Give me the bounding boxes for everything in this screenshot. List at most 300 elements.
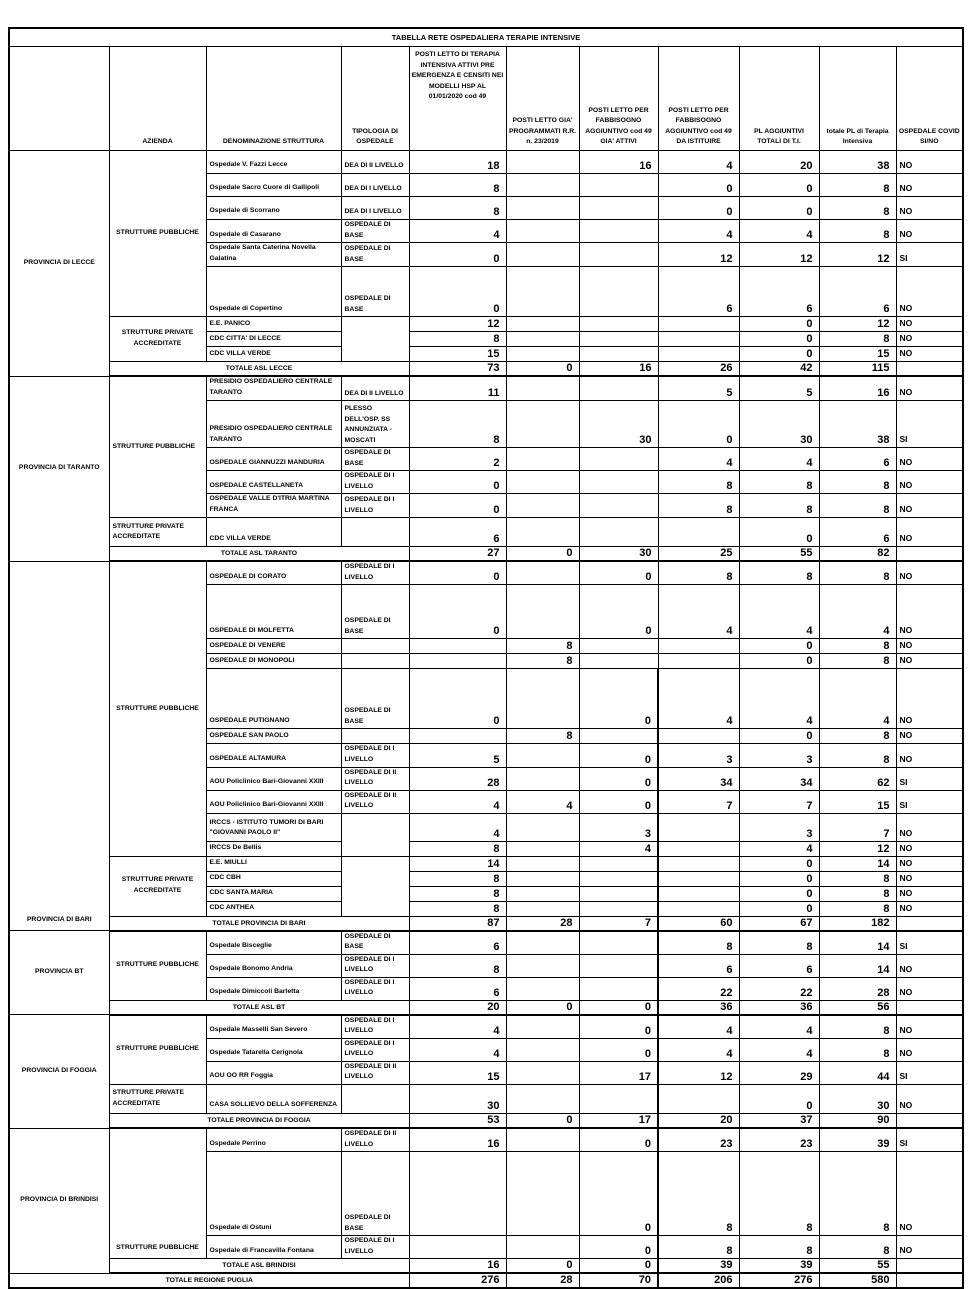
empty-cell (506, 332, 579, 347)
structure-type-cell: STRUTTURE PUBBLICHE (109, 1015, 206, 1085)
hospital-type-cell: OSPEDALE DI BASE (341, 243, 409, 267)
value-cell: 5 (739, 376, 819, 401)
value-cell: 3 (739, 744, 819, 767)
hospital-type-cell: PLESSO DELL'OSP. SS ANNUNZIATA - MOSCATI (341, 401, 409, 448)
value-cell: 4 (409, 790, 506, 813)
value-cell: 38 (819, 401, 896, 448)
value-cell: 7 (739, 790, 819, 813)
header-fabbisogno-aggiuntivo-da-istituire: POSTI LETTO PER FABBISOGNO AGGIUNTIVO cod 49 DA ISTITUIRE (658, 47, 739, 151)
covid-flag-cell: NO (896, 317, 963, 332)
structure-name-cell: CASA SOLLIEVO DELLA SOFFERENZA (206, 1085, 341, 1114)
table-row (9, 317, 963, 332)
empty-cell (341, 813, 409, 856)
structure-type-cell: STRUTTURE PRIVATE ACCREDITATE (109, 518, 206, 547)
value-cell: 6 (409, 518, 506, 547)
hospital-type-cell: OSPEDALE DI I LIVELLO (341, 1236, 409, 1259)
covid-flag-cell: NO (896, 1085, 963, 1114)
value-cell: 4 (739, 585, 819, 639)
value-cell: 0 (739, 639, 819, 654)
empty-cell (658, 518, 739, 547)
covid-flag-cell: NO (896, 654, 963, 669)
value-cell: 23 (658, 1128, 739, 1152)
empty-cell (579, 1085, 658, 1114)
structure-name-cell: PRESIDIO OSPEDALIERO CENTRALE TARANTO (206, 401, 341, 448)
table-row (9, 931, 963, 955)
header-ospedale-covid: OSPEDALE COVID SI/NO (896, 47, 963, 151)
value-cell: 12 (819, 841, 896, 856)
covid-flag-cell: NO (896, 471, 963, 494)
value-cell: 206 (658, 1273, 739, 1288)
structure-name-cell: IRCCS De Bellis (206, 841, 341, 856)
hospital-type-cell: OSPEDALE DI I LIVELLO (341, 1038, 409, 1061)
total-label-cell: TOTALE PROVINCIA DI FOGGIA (109, 1114, 409, 1129)
value-cell: 0 (739, 518, 819, 547)
value-cell: 16 (819, 376, 896, 401)
value-cell: 14 (409, 856, 506, 871)
value-cell: 4 (506, 790, 579, 813)
empty-cell (506, 954, 579, 977)
value-cell: 30 (579, 547, 658, 562)
structure-name-cell: Ospedale V. Fazzi Lecce (206, 151, 341, 174)
value-cell: 34 (658, 767, 739, 790)
value-cell: 0 (409, 669, 506, 729)
covid-flag-cell: NO (896, 977, 963, 1000)
structure-name-cell: AOU Policlinico Bari-Giovanni XXIII (206, 767, 341, 790)
value-cell: 0 (506, 1114, 579, 1129)
value-cell: 0 (409, 267, 506, 317)
covid-flag-cell: NO (896, 744, 963, 767)
value-cell: 0 (409, 243, 506, 267)
empty-cell (341, 729, 409, 744)
value-cell: 8 (819, 654, 896, 669)
structure-name-cell: OSPEDALE ALTAMURA (206, 744, 341, 767)
value-cell: 73 (409, 362, 506, 377)
value-cell: 0 (579, 1128, 658, 1152)
covid-flag-cell: NO (896, 639, 963, 654)
value-cell: 16 (409, 1128, 506, 1152)
empty-cell (506, 669, 579, 729)
value-cell: 8 (409, 954, 506, 977)
value-cell: 60 (658, 916, 739, 931)
empty-cell (658, 1085, 739, 1114)
value-cell: 4 (579, 841, 658, 856)
value-cell: 22 (739, 977, 819, 1000)
covid-flag-cell: NO (896, 841, 963, 856)
value-cell: 6 (658, 267, 739, 317)
table-row (9, 1273, 963, 1288)
empty-cell (506, 174, 579, 197)
structure-name-cell: Ospedale di Scorrano (206, 197, 341, 220)
empty-cell (658, 886, 739, 901)
value-cell: 90 (819, 1114, 896, 1129)
covid-flag-cell: NO (896, 197, 963, 220)
value-cell: 4 (658, 448, 739, 471)
province-cell: PROVINCIA DI FOGGIA (9, 1015, 109, 1128)
hospital-type-cell: OSPEDALE DI I LIVELLO (341, 954, 409, 977)
table-body (9, 151, 963, 1289)
value-cell: 580 (819, 1273, 896, 1288)
empty-cell (506, 977, 579, 1000)
value-cell: 0 (579, 1152, 658, 1236)
value-cell: 18 (409, 151, 506, 174)
empty-cell (506, 931, 579, 955)
empty-cell (341, 856, 409, 916)
empty-cell (409, 1236, 506, 1259)
value-cell: 0 (739, 317, 819, 332)
empty-cell (506, 871, 579, 886)
empty-cell (409, 729, 506, 744)
value-cell: 0 (579, 561, 658, 585)
value-cell: 34 (739, 767, 819, 790)
table-row (9, 856, 963, 871)
value-cell: 8 (409, 886, 506, 901)
value-cell: 0 (409, 561, 506, 585)
hospital-type-cell: DEA DI I LIVELLO (341, 197, 409, 220)
value-cell: 8 (739, 1236, 819, 1259)
empty-cell (658, 639, 739, 654)
value-cell: 39 (739, 1259, 819, 1274)
value-cell: 30 (409, 1085, 506, 1114)
hospital-type-cell: OSPEDALE DI I LIVELLO (341, 1015, 409, 1039)
hospital-type-cell: OSPEDALE DI II LIVELLO (341, 790, 409, 813)
value-cell: 8 (658, 1152, 739, 1236)
value-cell: 8 (739, 471, 819, 494)
empty-cell (896, 1273, 963, 1288)
empty-cell (658, 317, 739, 332)
value-cell: 3 (579, 813, 658, 841)
value-cell: 6 (739, 267, 819, 317)
empty-cell (506, 856, 579, 871)
structure-name-cell: Ospedale Bonomo Andria (206, 954, 341, 977)
table-header-row (9, 47, 963, 151)
value-cell: 38 (819, 151, 896, 174)
hospital-type-cell: OSPEDALE DI BASE (341, 220, 409, 243)
value-cell: 0 (579, 1038, 658, 1061)
total-label-cell: TOTALE ASL TARANTO (109, 547, 409, 562)
empty-cell (506, 347, 579, 362)
value-cell: 53 (409, 1114, 506, 1129)
value-cell: 8 (658, 931, 739, 955)
value-cell: 44 (819, 1061, 896, 1084)
value-cell: 4 (658, 1038, 739, 1061)
empty-cell (506, 841, 579, 856)
table-row (9, 151, 963, 174)
value-cell: 8 (819, 471, 896, 494)
value-cell: 6 (819, 518, 896, 547)
structure-name-cell: Ospedale Bisceglie (206, 931, 341, 955)
empty-cell (506, 1085, 579, 1114)
value-cell: 56 (819, 1000, 896, 1015)
empty-cell (506, 886, 579, 901)
value-cell: 23 (739, 1128, 819, 1152)
hospital-type-cell: OSPEDALE DI II LIVELLO (341, 1061, 409, 1084)
structure-name-cell: Ospedale di Francavilla Fontana (206, 1236, 341, 1259)
empty-cell (409, 639, 506, 654)
value-cell: 28 (506, 916, 579, 931)
value-cell: 30 (579, 401, 658, 448)
value-cell: 0 (579, 1000, 658, 1015)
value-cell: 8 (409, 901, 506, 916)
value-cell: 6 (409, 977, 506, 1000)
value-cell: 42 (739, 362, 819, 377)
covid-flag-cell: NO (896, 901, 963, 916)
value-cell: 7 (579, 916, 658, 931)
structure-type-cell: STRUTTURE PUBBLICHE (109, 376, 206, 518)
empty-cell (506, 494, 579, 518)
value-cell: 8 (739, 1152, 819, 1236)
value-cell: 4 (658, 220, 739, 243)
value-cell: 8 (819, 197, 896, 220)
empty-cell (341, 317, 409, 362)
empty-cell (579, 639, 658, 654)
structure-name-cell: E.E. PANICO (206, 317, 341, 332)
hospital-type-cell: OSPEDALE DI I LIVELLO (341, 471, 409, 494)
value-cell: 8 (658, 1236, 739, 1259)
value-cell: 8 (819, 1152, 896, 1236)
value-cell: 276 (409, 1273, 506, 1288)
structure-name-cell: OSPEDALE DI MOLFETTA (206, 585, 341, 639)
empty-cell (658, 332, 739, 347)
covid-flag-cell: SI (896, 1061, 963, 1084)
empty-cell (506, 901, 579, 916)
value-cell: 8 (819, 561, 896, 585)
total-label-cell: TOTALE ASL LECCE (109, 362, 409, 377)
empty-cell (658, 841, 739, 856)
empty-cell (896, 362, 963, 377)
value-cell: 0 (739, 197, 819, 220)
value-cell: 12 (819, 243, 896, 267)
value-cell: 67 (739, 916, 819, 931)
empty-cell (409, 654, 506, 669)
empty-cell (579, 871, 658, 886)
value-cell: 8 (819, 871, 896, 886)
empty-cell (896, 1000, 963, 1015)
empty-cell (896, 1114, 963, 1129)
value-cell: 0 (579, 790, 658, 813)
total-label-cell: TOTALE ASL BRINDISI (109, 1259, 409, 1274)
covid-flag-cell: NO (896, 1236, 963, 1259)
province-cell: PROVINCIA DI BARI (9, 561, 109, 930)
structure-name-cell: OSPEDALE SAN PAOLO (206, 729, 341, 744)
empty-cell (506, 317, 579, 332)
value-cell: 8 (819, 729, 896, 744)
total-label-cell: TOTALE PROVINCIA DI BARI (109, 916, 409, 931)
value-cell: 0 (739, 1085, 819, 1114)
structure-name-cell: Ospedale di Ostuni (206, 1152, 341, 1236)
empty-cell (506, 448, 579, 471)
empty-cell (506, 1015, 579, 1039)
empty-cell (658, 871, 739, 886)
empty-cell (579, 931, 658, 955)
empty-cell (579, 901, 658, 916)
value-cell: 27 (409, 547, 506, 562)
empty-cell (579, 220, 658, 243)
value-cell: 8 (819, 332, 896, 347)
header-tipologia-ospedale: TIPOLOGIA DI OSPEDALE (341, 47, 409, 151)
empty-cell (506, 471, 579, 494)
covid-flag-cell: SI (896, 1128, 963, 1152)
empty-cell (506, 585, 579, 639)
value-cell: 0 (658, 174, 739, 197)
structure-name-cell: OSPEDALE DI VENERE (206, 639, 341, 654)
value-cell: 8 (506, 639, 579, 654)
hospital-type-cell: DEA DI II LIVELLO (341, 151, 409, 174)
value-cell: 4 (658, 151, 739, 174)
value-cell: 8 (739, 561, 819, 585)
covid-flag-cell: NO (896, 220, 963, 243)
value-cell: 8 (506, 654, 579, 669)
value-cell: 14 (819, 931, 896, 955)
value-cell: 37 (739, 1114, 819, 1129)
covid-flag-cell: NO (896, 871, 963, 886)
table-row (9, 1085, 963, 1114)
empty-cell (896, 547, 963, 562)
value-cell: 4 (409, 1038, 506, 1061)
value-cell: 4 (739, 448, 819, 471)
empty-cell (579, 471, 658, 494)
covid-flag-cell: NO (896, 561, 963, 585)
hospital-type-cell: DEA DI II LIVELLO (341, 376, 409, 401)
value-cell: 4 (739, 1038, 819, 1061)
hospital-type-cell: OSPEDALE DI BASE (341, 267, 409, 317)
structure-name-cell: CDC CBH (206, 871, 341, 886)
structure-name-cell: OSPEDALE CASTELLANETA (206, 471, 341, 494)
value-cell: 0 (506, 362, 579, 377)
value-cell: 0 (658, 197, 739, 220)
value-cell: 4 (658, 669, 739, 729)
value-cell: 17 (579, 1061, 658, 1084)
empty-cell (579, 197, 658, 220)
structure-name-cell: OSPEDALE DI CORATO (206, 561, 341, 585)
value-cell: 0 (739, 901, 819, 916)
value-cell: 6 (739, 954, 819, 977)
value-cell: 0 (579, 669, 658, 729)
empty-cell (579, 494, 658, 518)
hospital-type-cell: OSPEDALE DI I LIVELLO (341, 744, 409, 767)
hospital-type-cell: OSPEDALE DI BASE (341, 448, 409, 471)
empty-cell (579, 977, 658, 1000)
value-cell: 15 (819, 347, 896, 362)
value-cell: 36 (739, 1000, 819, 1015)
value-cell: 15 (409, 1061, 506, 1084)
value-cell: 8 (739, 494, 819, 518)
table-row (9, 916, 963, 931)
structure-name-cell: CDC CITTA' DI LECCE (206, 332, 341, 347)
structure-name-cell: IRCCS - ISTITUTO TUMORI DI BARI "GIOVANNI PAOLO II" (206, 813, 341, 841)
covid-flag-cell: NO (896, 954, 963, 977)
empty-cell (341, 654, 409, 669)
value-cell: 4 (409, 220, 506, 243)
value-cell: 0 (506, 547, 579, 562)
structure-name-cell: E.E. MIULLI (206, 856, 341, 871)
covid-flag-cell: SI (896, 931, 963, 955)
value-cell: 0 (739, 654, 819, 669)
structure-name-cell: AOU Policlinico Bari-Giovanni XXIII (206, 790, 341, 813)
province-cell: PROVINCIA DI BRINDISI (9, 1128, 109, 1273)
value-cell: 4 (819, 585, 896, 639)
value-cell: 0 (579, 767, 658, 790)
empty-cell (658, 856, 739, 871)
value-cell: 16 (409, 1259, 506, 1274)
value-cell: 8 (819, 886, 896, 901)
value-cell: 8 (658, 494, 739, 518)
value-cell: 8 (819, 1038, 896, 1061)
value-cell: 4 (409, 813, 506, 841)
value-cell: 20 (658, 1114, 739, 1129)
value-cell: 5 (658, 376, 739, 401)
table-row (9, 1015, 963, 1039)
empty-cell (658, 654, 739, 669)
value-cell: 25 (658, 547, 739, 562)
value-cell: 12 (739, 243, 819, 267)
covid-flag-cell: NO (896, 494, 963, 518)
value-cell: 0 (409, 494, 506, 518)
empty-cell (506, 376, 579, 401)
structure-name-cell: AOU OO RR Foggia (206, 1061, 341, 1084)
empty-cell (579, 332, 658, 347)
value-cell: 12 (409, 317, 506, 332)
structure-name-cell: Ospedale Tatarella Cerignola (206, 1038, 341, 1061)
value-cell: 4 (658, 585, 739, 639)
covid-flag-cell: NO (896, 1015, 963, 1039)
value-cell: 8 (409, 871, 506, 886)
header-pl-aggiuntivi-totali: PL AGGIUNTIVI TOTALI DI T.I. (739, 47, 819, 151)
value-cell: 8 (506, 729, 579, 744)
value-cell: 0 (739, 871, 819, 886)
hospital-type-cell: OSPEDALE DI I LIVELLO (341, 561, 409, 585)
empty-cell (579, 174, 658, 197)
covid-flag-cell: NO (896, 151, 963, 174)
structure-name-cell: PRESIDIO OSPEDALIERO CENTRALE TARANTO (206, 376, 341, 401)
value-cell: 4 (739, 841, 819, 856)
empty-cell (506, 1152, 579, 1236)
value-cell: 82 (819, 547, 896, 562)
value-cell: 8 (819, 901, 896, 916)
value-cell: 8 (409, 332, 506, 347)
value-cell: 115 (819, 362, 896, 377)
empty-cell (658, 813, 739, 841)
covid-flag-cell: NO (896, 448, 963, 471)
value-cell: 3 (739, 813, 819, 841)
hospital-type-cell: DEA DI I LIVELLO (341, 174, 409, 197)
value-cell: 0 (579, 1259, 658, 1274)
value-cell: 8 (658, 561, 739, 585)
header-denominazione-struttura: DENOMINAZIONE STRUTTURA (206, 47, 341, 151)
empty-cell (341, 639, 409, 654)
value-cell: 0 (739, 332, 819, 347)
empty-cell (506, 561, 579, 585)
empty-cell (506, 197, 579, 220)
table-title: TABELLA RETE OSPEDALIERA TERAPIE INTENSIVE (9, 28, 963, 47)
covid-flag-cell: NO (896, 856, 963, 871)
value-cell: 0 (409, 471, 506, 494)
table-row (9, 1114, 963, 1129)
value-cell: 0 (739, 347, 819, 362)
structure-type-cell: STRUTTURE PUBBLICHE (109, 931, 206, 1001)
value-cell: 0 (409, 585, 506, 639)
covid-flag-cell: NO (896, 267, 963, 317)
value-cell: 0 (739, 856, 819, 871)
value-cell: 36 (658, 1000, 739, 1015)
value-cell: 276 (739, 1273, 819, 1288)
covid-flag-cell: SI (896, 401, 963, 448)
empty-cell (506, 1038, 579, 1061)
structure-name-cell: CDC SANTA MARIA (206, 886, 341, 901)
empty-cell (506, 1236, 579, 1259)
value-cell: 8 (409, 197, 506, 220)
empty-cell (506, 1128, 579, 1152)
empty-cell (341, 1085, 409, 1114)
